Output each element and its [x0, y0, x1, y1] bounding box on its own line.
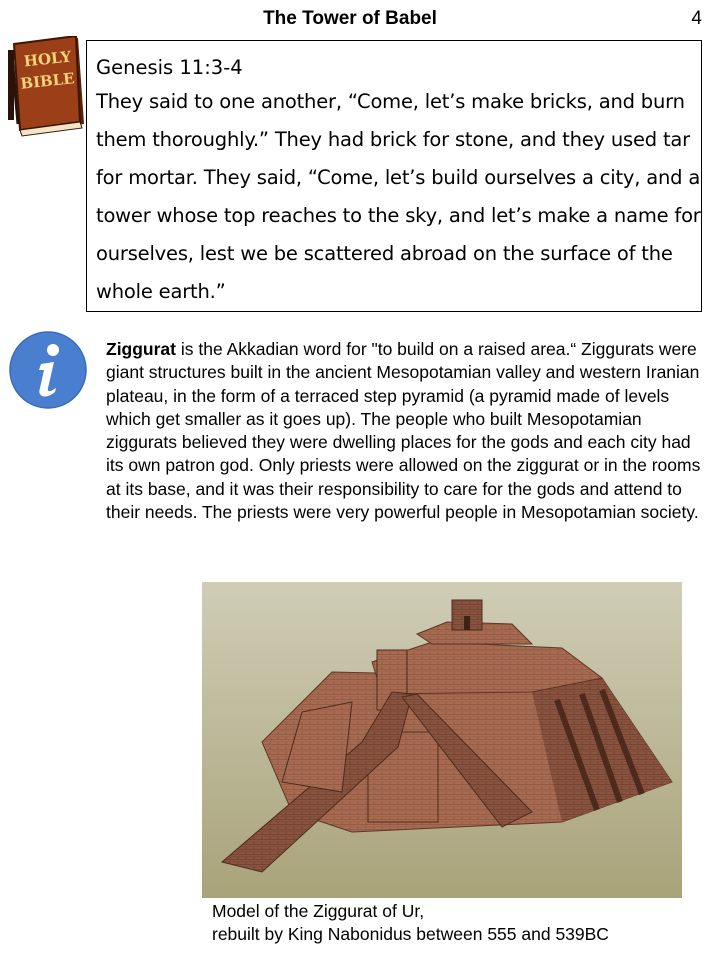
scripture-box	[86, 40, 702, 312]
info-icon	[8, 330, 88, 410]
scripture-reference: Genesis 11:3-4	[96, 56, 243, 79]
image-caption	[212, 900, 712, 946]
bible-label-holy: HOLY	[22, 47, 73, 71]
holy-bible-icon	[4, 36, 88, 138]
scripture-text: They said to one another, “Come, let’s make bricks, and burn them thoroughly.” They had brick for stone, and they used tar for mortar. They said, “Come, let’s build ourselves a city, and a tower whose top reaches to the sky, and let’s make a name for ourselves, lest we be scattered abroad on the surface of the whole earth.”	[96, 90, 701, 303]
caption-line-1: Model of the Ziggurat of Ur,	[212, 901, 425, 921]
ziggurat-model-image	[202, 582, 682, 898]
caption-line-2: rebuilt by King Nabonidus between 555 and 539BC	[212, 924, 609, 944]
ziggurat-body: is the Akkadian word for "to build on a raised area.“ Ziggurats were giant structures built in the ancient Mesopotamian valley and western Iranian plateau, in the form of a terraced step pyramid (a pyramid made of levels which get smaller as it goes up). The people who built Mesopotamian ziggurats believed they were dwelling places for the gods and each city had its own patron god. Only priests were allowed on the ziggurat or in the rooms at its base, and it was their responsibility to care for the gods and attend to their needs. The priests were very powerful people in Mesopotamian society.	[106, 339, 701, 523]
page-title: The Tower of Babel	[263, 8, 437, 29]
bible-label-bible: BIBLE	[19, 69, 76, 93]
ziggurat-description	[106, 338, 706, 524]
ziggurat-term: Ziggurat	[106, 339, 176, 359]
page-number: 4	[691, 8, 702, 29]
